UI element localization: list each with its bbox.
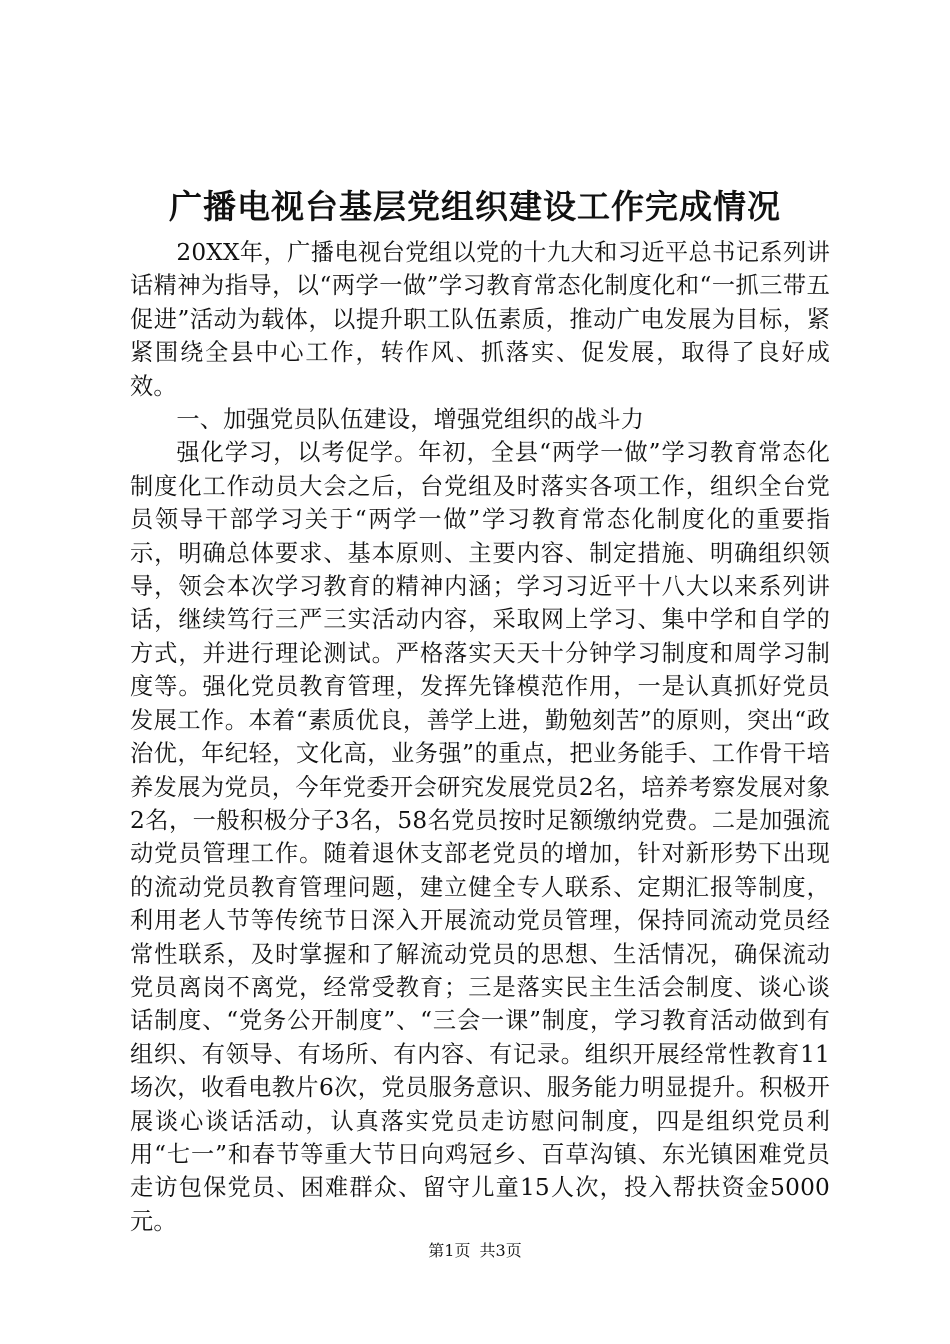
document-title: 广播电视台基层党组织建设工作完成情况 bbox=[169, 187, 781, 226]
intro-paragraph: 20XX年，广播电视台党组以党的十九大和习近平总书记系列讲话精神为指导，以“两学一做”学习教育常态化制度化和“一抓三带五促进”活动为载体，以提升职工队伍素质，推动广电发展为目标，紧紧围绕全县中心工作，转作风、抓落实、促发展，取得了良好成效。 bbox=[130, 239, 830, 400]
page-total: 共3页 bbox=[479, 1241, 522, 1260]
page-number: 第1页 bbox=[428, 1241, 471, 1260]
page-footer bbox=[0, 1240, 950, 1262]
body-paragraph: 强化学习，以考促学。年初，全县“两学一做”学习教育常态化制度化工作动员大会之后，台党组及时落实各项工作，组织全台党员领导干部学习关于“两学一做”学习教育常态化制度化的重要指示，明确总体要求、基本原则、主要内容、制定措施、明确组织领导，领会本次学习教育的精神内涵；学习习近平十八大以来系列讲话，继续笃行三严三实活动内容，采取网上学习、集中学和自学的方式，并进行理论测试。严格落实天天十分钟学习制度和周学习制度等。强化党员教育管理，发挥先锋模范作用，一是认真抓好党员发展工作。本着“素质优良，善学上进，勤勉刻苦”的原则，突出“政治优，年纪轻，文化高，业务强”的重点，把业务能手、工作骨干培养发展为党员，今年党委开会研究发展党员2名，培养考察发展对象2名，一般积极分子3名，58名党员按时足额缴纳党费。二是加强流动党员管理工作。随着退休支部老党员的增加，针对新形势下出现的流动党员教育管理问题，建立健全专人联系、定期汇报等制度，利用老人节等传统节日深入开展流动党员管理，保持同流动党员经常性联系，及时掌握和了解流动党员的思想、生活情况，确保流动党员离岗不离党，经常受教育；三是落实民主生活会制度、谈心谈话制度、“党务公开制度”、“三会一课”制度，学习教育活动做到有组织、有领导、有场所、有内容、有记录。组织开展经常性教育11场次，收看电教片6次，党员服务意识、服务能力明显提升。积极开展谈心谈话活动，认真落实党员走访慰问制度，四是组织党员利用“七一”和春节等重大节日向鸡冠乡、百草沟镇、东光镇困难党员走访包保党员、困难群众、留守儿童15人次，投入帮扶资金5000元。 bbox=[130, 439, 830, 1235]
section-heading: 一、加强党员队伍建设，增强党组织的战斗力 bbox=[176, 406, 645, 434]
document-body bbox=[130, 236, 830, 1238]
